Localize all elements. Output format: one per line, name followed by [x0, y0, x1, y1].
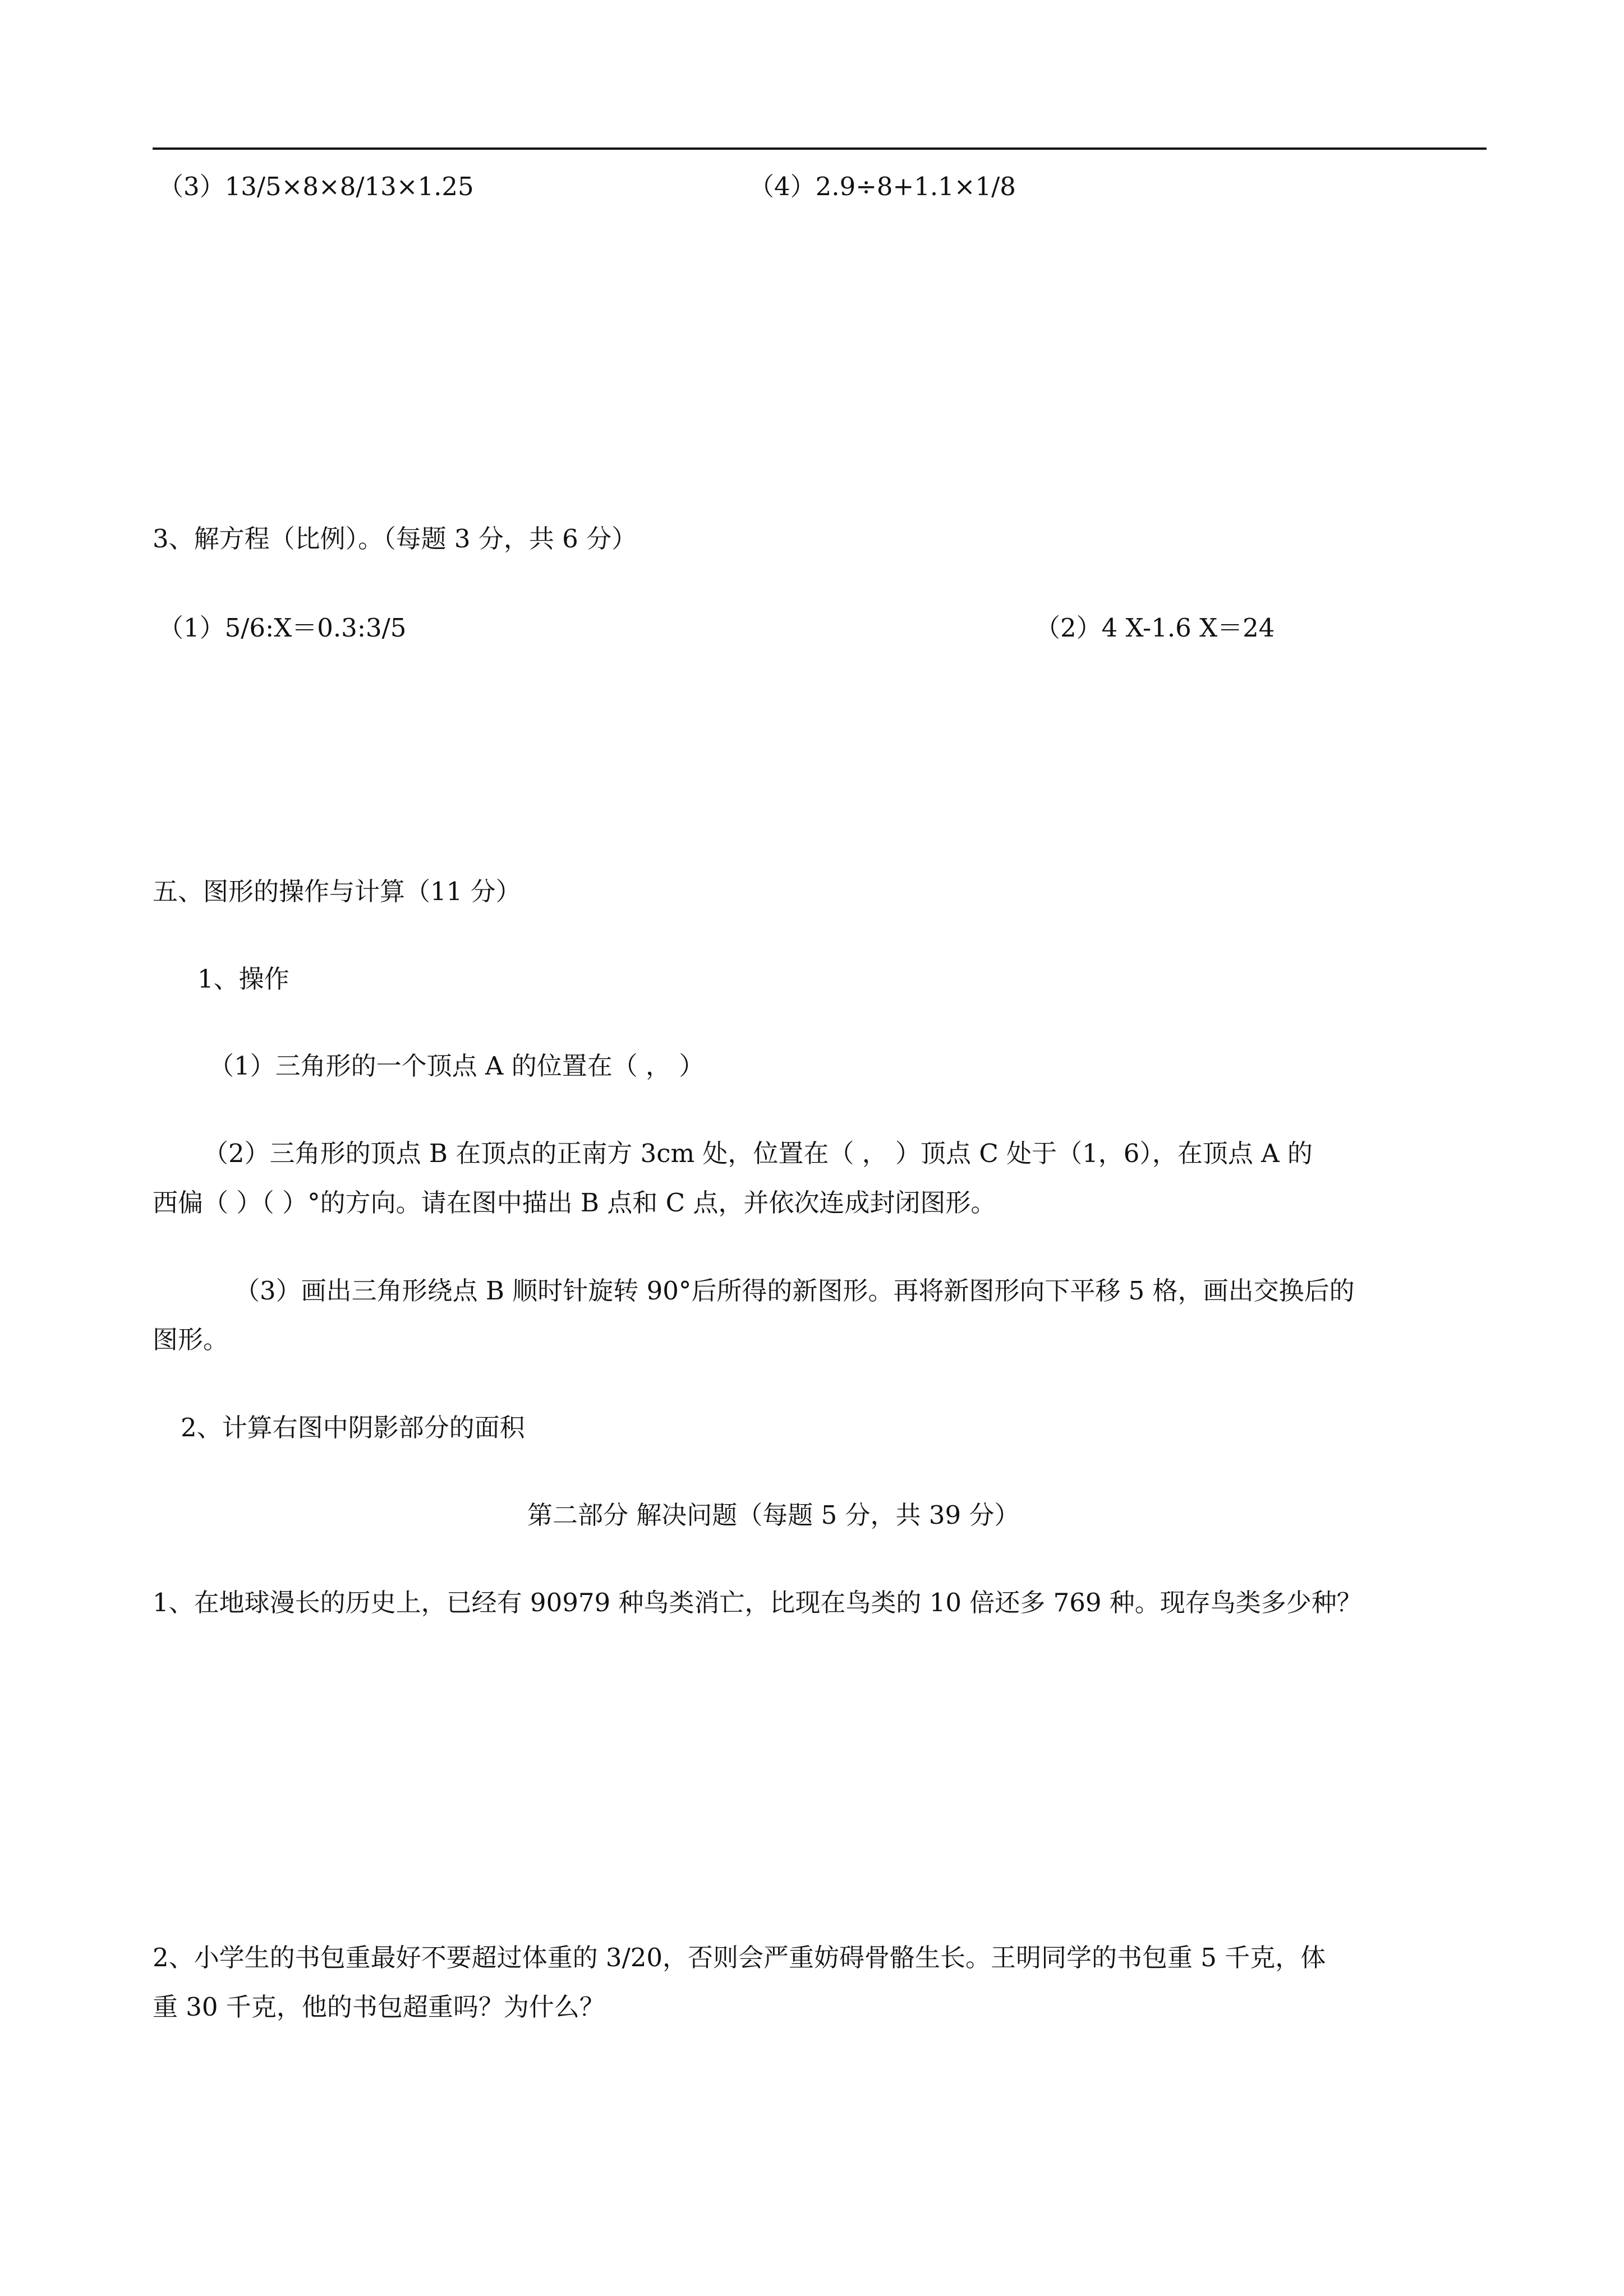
equation-item-1: （1）5/6:X＝0.3:3/5	[158, 613, 407, 643]
operation-heading: 1、操作	[197, 964, 289, 994]
problem-2-line-2: 重 30 千克，他的书包超重吗？为什么？	[153, 1992, 605, 2022]
operation-item-2-line-2: 西偏（ ）（ ）°的方向。请在图中描出 B 点和 C 点，并依次连成封闭图形。	[153, 1188, 996, 1218]
operation-item-2-line-1: （2）三角形的顶点 B 在顶点的正南方 3cm 处，位置在（ ， ）顶点 C 处于（1，6），在顶点 A 的	[203, 1138, 1313, 1168]
problem-1: 1、在地球漫长的历史上，已经有 90979 种鸟类消亡，比现在鸟类的 10 倍还多 769 种。现存鸟类多少种？	[153, 1588, 1362, 1617]
equation-item-2: （2）4 X-1.6 X＝24	[1035, 613, 1275, 643]
operation-item-3-line-1: （3）画出三角形绕点 B 顺时针旋转 90°后所得的新图形。再将新图形向下平移 5 格，画出交换后的	[234, 1276, 1355, 1306]
operation-item-3-line-2: 图形。	[153, 1325, 229, 1354]
section5-heading: 五、图形的操作与计算（11 分）	[153, 877, 521, 906]
calc-item-4: （4）2.9÷8+1.1×1/8	[749, 172, 1016, 201]
area-question-heading: 2、计算右图中阴影部分的面积	[181, 1413, 525, 1442]
header-rule	[153, 147, 1487, 150]
calc-item-3: （3）13/5×8×8/13×1.25	[158, 172, 474, 201]
operation-item-1: （1）三角形的一个顶点 A 的位置在（ ， ）	[209, 1051, 705, 1081]
problem-2-line-1: 2、小学生的书包重最好不要超过体重的 3/20，否则会严重妨碍骨骼生长。王明同学的书包重 5 千克，体	[153, 1943, 1326, 1972]
part2-heading: 第二部分 解决问题（每题 5 分，共 39 分）	[527, 1500, 1020, 1530]
equations-heading: 3、解方程（比例）。（每题 3 分，共 6 分）	[153, 524, 637, 554]
